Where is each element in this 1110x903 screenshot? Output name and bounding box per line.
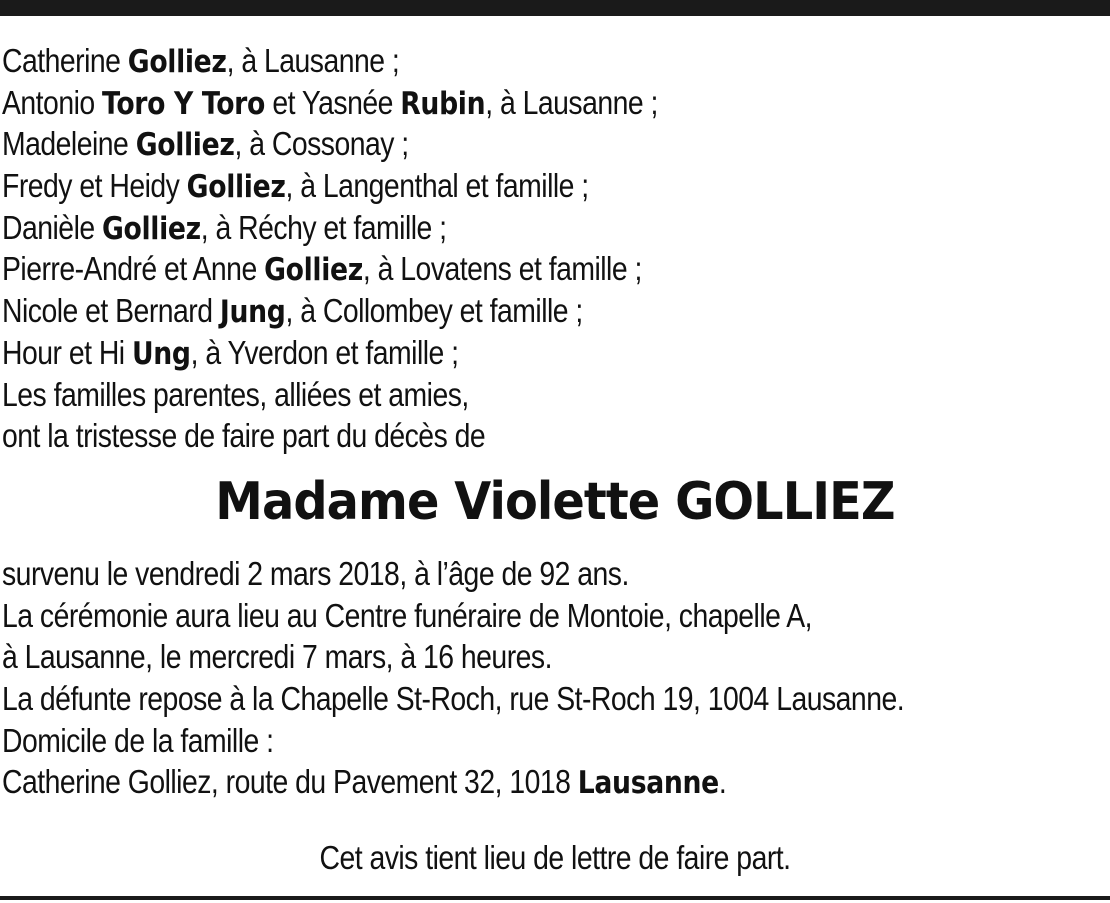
mourner-line	[2, 415, 953, 457]
mourner-line	[2, 290, 953, 332]
text-segment: , à Lausanne ;	[485, 83, 658, 121]
surname-text: Golliez	[186, 169, 286, 206]
text-segment: Les familles parentes, alliées et amies,	[2, 375, 469, 413]
text-segment: La défunte repose à la Chapelle St-Roch, rue St-Roch 19, 1004 Lausanne.	[2, 680, 905, 718]
text-segment: Nicole et Bernard	[2, 292, 220, 330]
text-segment: , à Lausanne ;	[226, 42, 400, 79]
detail-line	[2, 553, 953, 595]
mourner-line	[2, 207, 953, 249]
text-segment: ont la tristesse de faire part du décès de	[2, 417, 486, 455]
mourner-line	[2, 165, 953, 207]
surname-text: Toro Y Toro	[102, 85, 265, 122]
footer-note: Cet avis tient lieu de lettre de faire part.	[319, 839, 791, 876]
detail-line	[2, 678, 953, 720]
funeral-details	[2, 553, 953, 803]
surname-text: Lausanne	[577, 765, 719, 802]
text-segment: Pierre-André et Anne	[2, 250, 265, 288]
text-segment: Hour et Hi	[2, 333, 132, 371]
surname-text: Golliez	[135, 127, 235, 164]
detail-line	[2, 761, 953, 803]
mourner-line	[2, 123, 953, 165]
text-segment: Catherine Golliez, route du Pavement 32, 1018	[2, 763, 578, 801]
text-segment: , à Réchy et famille ;	[200, 208, 447, 246]
detail-line	[2, 636, 953, 678]
text-segment: Danièle	[2, 208, 103, 246]
bottom-rule	[0, 896, 1110, 900]
surname-text: Ung	[131, 335, 191, 372]
mourner-line	[2, 248, 953, 290]
mourner-line	[2, 82, 953, 124]
mourners-list	[2, 40, 953, 457]
text-segment: , à Langenthal et famille ;	[285, 167, 589, 205]
mourner-line	[2, 332, 953, 374]
text-segment: .	[718, 763, 727, 801]
text-segment: , à Collombey et famille ;	[285, 292, 583, 330]
detail-line	[2, 720, 953, 762]
text-segment: Domicile de la famille :	[2, 721, 274, 759]
surname-text: Rubin	[400, 85, 486, 122]
text-segment: , à Lovatens et famille ;	[362, 250, 642, 288]
detail-line	[2, 595, 953, 637]
deceased-name: Madame Violette GOLLIEZ	[215, 472, 895, 532]
text-segment: et Yasnée	[264, 83, 401, 121]
surname-text: Jung	[219, 294, 286, 331]
text-segment: survenu le vendredi 2 mars 2018, à l’âge de 92 ans.	[2, 555, 629, 592]
text-segment: , à Yverdon et famille ;	[190, 333, 459, 371]
surname-text: Golliez	[102, 210, 201, 247]
mourner-line	[2, 374, 953, 416]
top-rule	[0, 0, 1110, 16]
text-segment: Madeleine	[2, 125, 136, 163]
text-segment: La cérémonie aura lieu au Centre funéraire de Montoie, chapelle A,	[2, 596, 812, 634]
text-segment: , à Cossonay ;	[234, 125, 409, 163]
text-segment: Catherine	[2, 42, 128, 79]
surname-text: Golliez	[127, 44, 227, 80]
mourner-line	[2, 40, 953, 82]
text-segment: Fredy et Heidy	[2, 167, 187, 205]
text-segment: à Lausanne, le mercredi 7 mars, à 16 heures.	[2, 638, 552, 676]
surname-text: Golliez	[264, 252, 363, 289]
text-segment: Antonio	[2, 83, 103, 121]
